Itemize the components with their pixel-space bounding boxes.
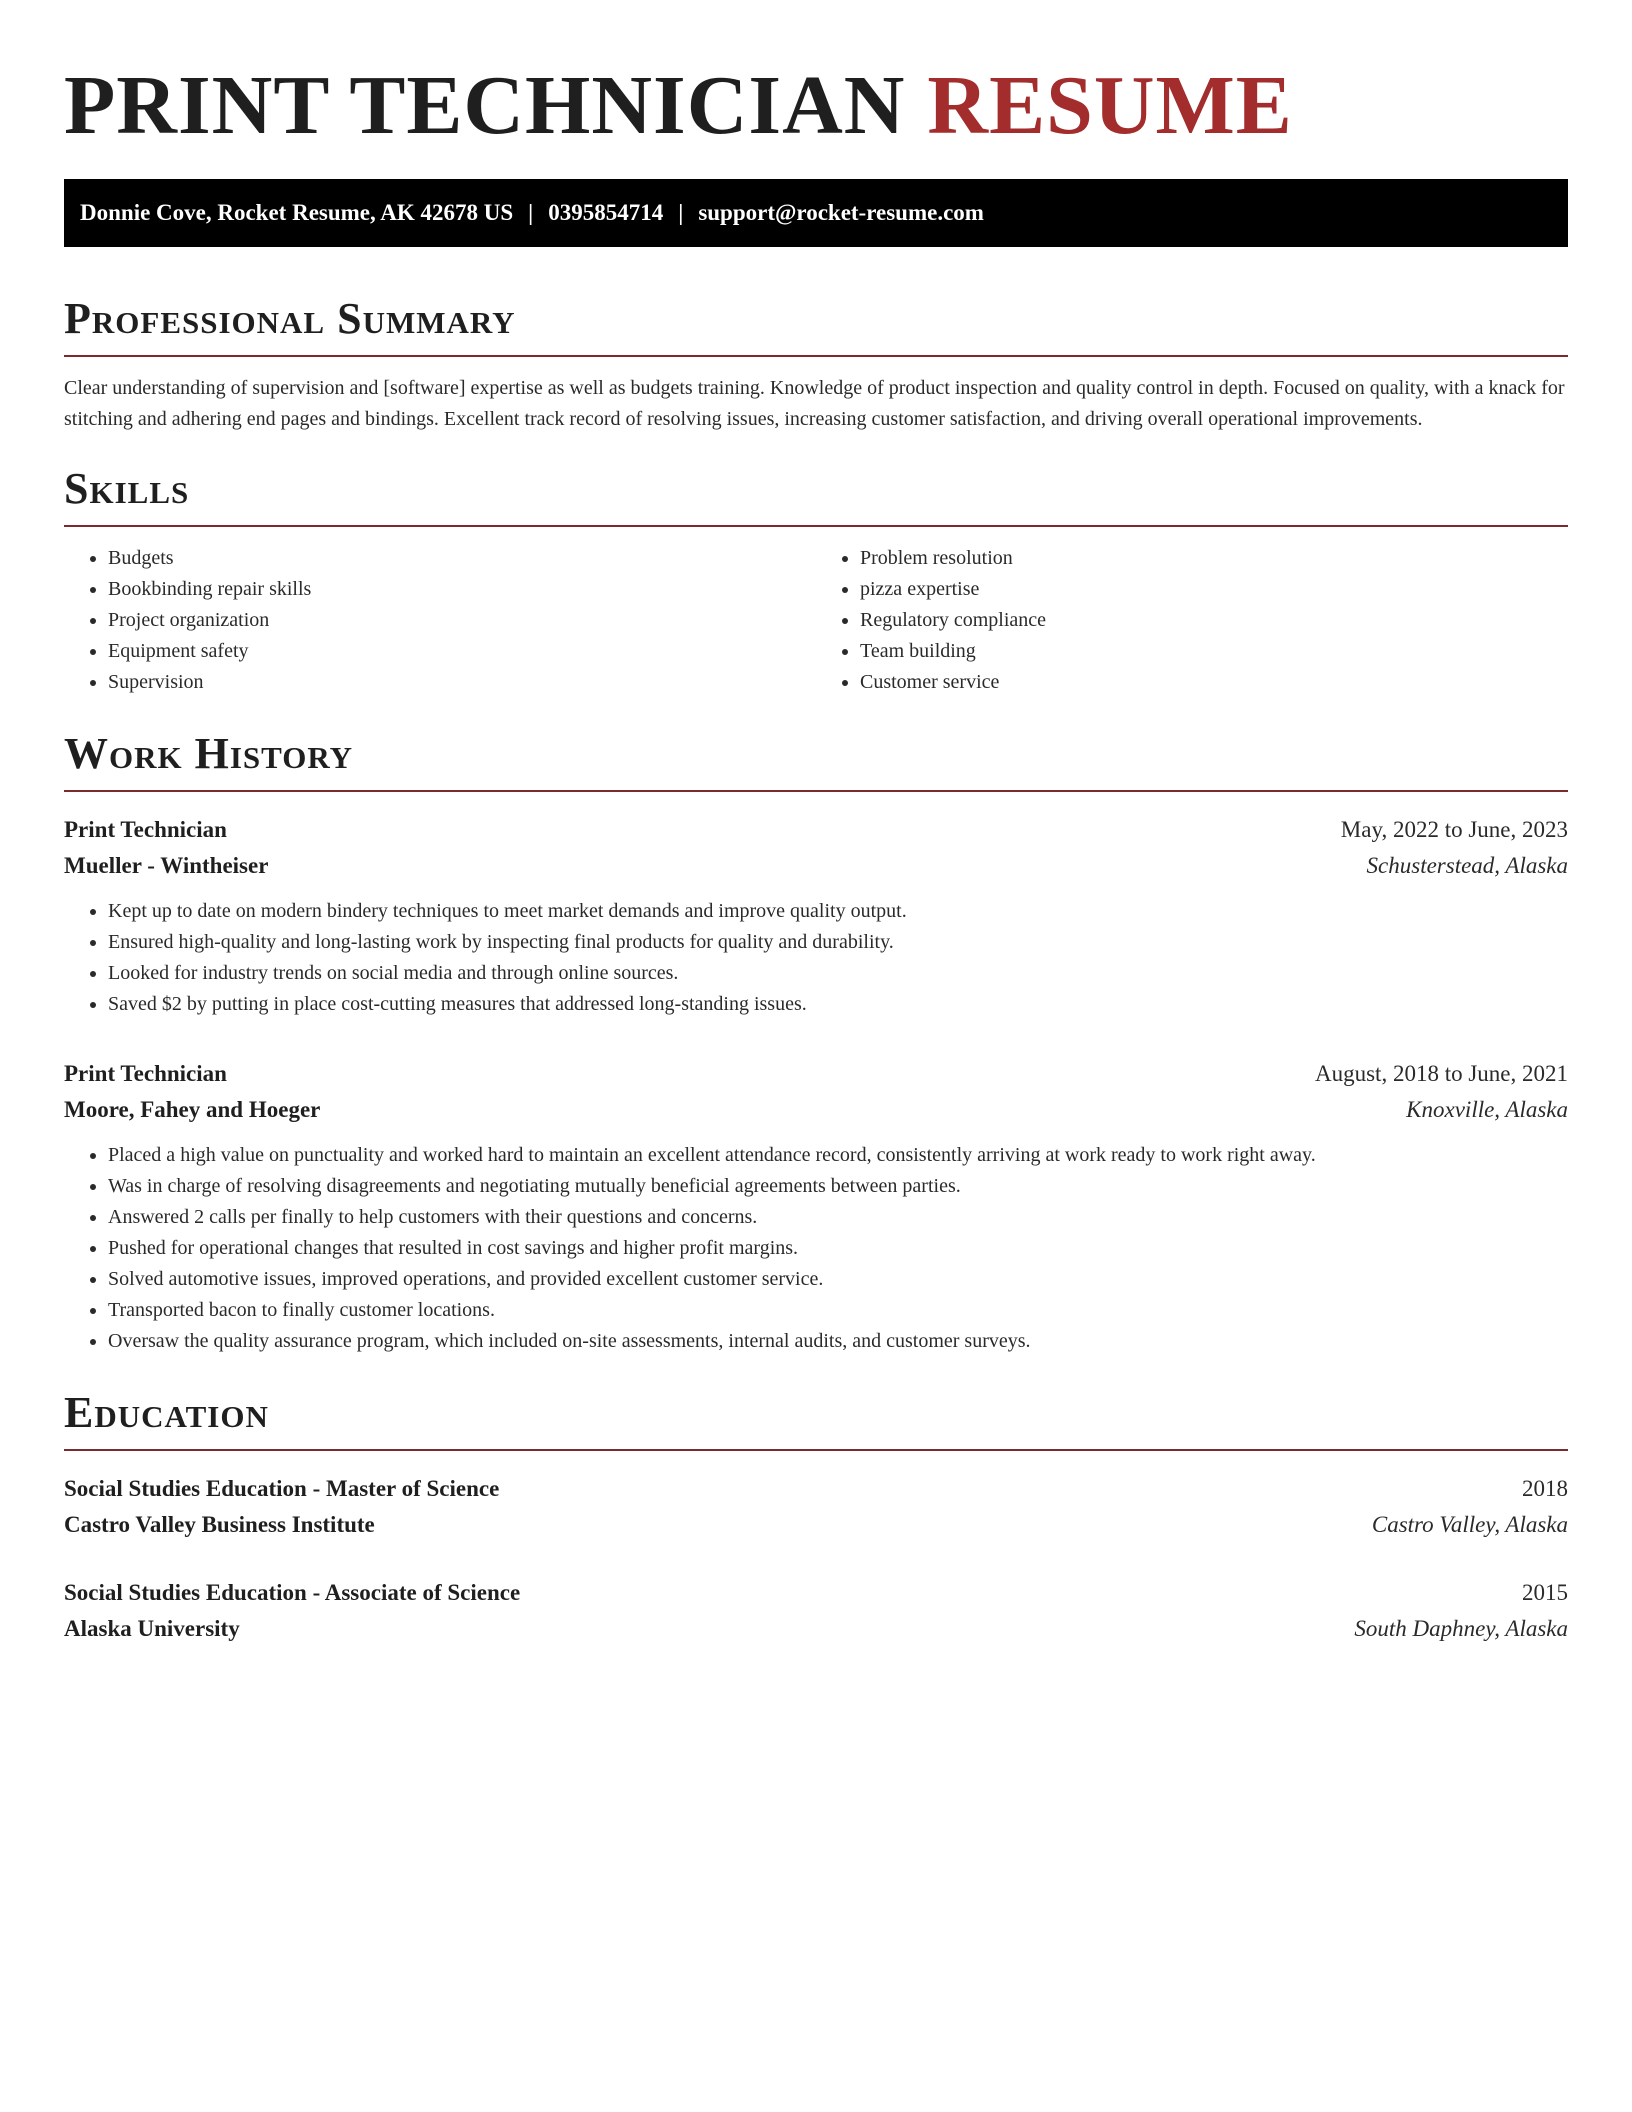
skills-section	[64, 463, 1568, 698]
resume-title	[64, 58, 1568, 155]
job-bullet: • Oversaw the quality assurance program, which included on-site assessments, internal audits, and customer surveys.	[108, 1326, 1568, 1357]
skill-item: • Team building	[860, 636, 1568, 667]
work-history-heading: Work History	[64, 732, 1568, 792]
job-header-row	[64, 1056, 1568, 1092]
skill-item: • Budgets	[108, 543, 816, 574]
job-bullets	[64, 1140, 1568, 1357]
contact-bar	[64, 179, 1568, 247]
job-dates: August, 2018 to June, 2021	[1315, 1060, 1568, 1086]
education-heading: Education	[64, 1391, 1568, 1451]
job-header-row	[64, 812, 1568, 848]
education-school: Alaska University	[64, 1615, 240, 1641]
skills-grid	[64, 543, 1568, 698]
skills-heading: Skills	[64, 467, 1568, 527]
education-degree: Social Studies Education - Associate of Science	[64, 1579, 521, 1605]
job-company-row	[64, 1092, 1568, 1128]
job-bullet: • Solved automotive issues, improved operations, and provided excellent customer service.	[108, 1264, 1568, 1295]
skill-item: • Bookbinding repair skills	[108, 574, 816, 605]
contact-email: support@rocket-resume.com	[698, 199, 984, 225]
education-degree: Social Studies Education - Master of Science	[64, 1475, 500, 1501]
job-bullet: • Pushed for operational changes that resulted in cost savings and higher profit margins.	[108, 1233, 1568, 1264]
education-degree-row	[64, 1575, 1568, 1611]
job-bullet: • Placed a high value on punctuality and worked hard to maintain an excellent attendance record, consistently arriving at work ready to work right away.	[108, 1140, 1568, 1171]
education-year: 2018	[1522, 1475, 1568, 1501]
skill-item: • Regulatory compliance	[860, 605, 1568, 636]
education-degree-row	[64, 1471, 1568, 1507]
education-entry	[64, 1575, 1568, 1647]
title-main: PRINT TECHNICIAN	[64, 59, 906, 152]
skill-item: • Problem resolution	[860, 543, 1568, 574]
resume-page	[64, 0, 1568, 1647]
skills-list-left	[64, 543, 816, 698]
education-school: Castro Valley Business Institute	[64, 1511, 375, 1537]
skill-item: • pizza expertise	[860, 574, 1568, 605]
education-section	[64, 1387, 1568, 1647]
summary-text: Clear understanding of supervision and [software] expertise as well as budgets training. Knowledge of product inspection and quality control in depth. Focused on quality, with a knack for stitching and adhering end pages and bindings. Excellent track record of resolving issues, increasing customer satisfaction, and driving overall operational improvements.	[64, 376, 1565, 430]
job-bullet: • Saved $2 by putting in place cost-cutting measures that addressed long-standing issues.	[108, 989, 1568, 1020]
job-location: Knoxville, Alaska	[1406, 1096, 1568, 1122]
job-bullet: • Looked for industry trends on social media and through online sources.	[108, 958, 1568, 989]
job-entry	[64, 1056, 1568, 1357]
job-title: Print Technician	[64, 1060, 227, 1086]
job-dates: May, 2022 to June, 2023	[1340, 816, 1568, 842]
job-bullet: • Was in charge of resolving disagreements and negotiating mutually beneficial agreements between parties.	[108, 1171, 1568, 1202]
job-location: Schusterstead, Alaska	[1366, 852, 1568, 878]
contact-phone: 0395854714	[548, 199, 664, 225]
skills-list-right	[816, 543, 1568, 698]
education-location: Castro Valley, Alaska	[1371, 1511, 1568, 1537]
education-location: South Daphney, Alaska	[1354, 1615, 1568, 1641]
job-bullet: • Ensured high-quality and long-lasting work by inspecting final products for quality and durability.	[108, 927, 1568, 958]
contact-separator: |	[528, 199, 534, 225]
contact-address: Donnie Cove, Rocket Resume, AK 42678 US	[80, 199, 514, 225]
education-school-row	[64, 1507, 1568, 1543]
job-bullet: • Answered 2 calls per finally to help customers with their questions and concerns.	[108, 1202, 1568, 1233]
skill-item: • Customer service	[860, 667, 1568, 698]
skill-item: • Supervision	[108, 667, 816, 698]
job-bullets	[64, 896, 1568, 1020]
job-bullet: • Transported bacon to finally customer locations.	[108, 1295, 1568, 1326]
education-year: 2015	[1522, 1579, 1568, 1605]
education-school-row	[64, 1611, 1568, 1647]
job-company-row	[64, 848, 1568, 884]
skill-item: • Project organization	[108, 605, 816, 636]
summary-section	[64, 293, 1568, 435]
summary-heading: Professional Summary	[64, 297, 1568, 357]
job-entry	[64, 812, 1568, 1020]
title-accent: RESUME	[927, 59, 1293, 152]
skill-item: • Equipment safety	[108, 636, 816, 667]
job-company: Moore, Fahey and Hoeger	[64, 1096, 321, 1122]
job-title: Print Technician	[64, 816, 227, 842]
job-company: Mueller - Wintheiser	[64, 852, 269, 878]
job-bullet: • Kept up to date on modern bindery techniques to meet market demands and improve quality output.	[108, 896, 1568, 927]
education-entry	[64, 1471, 1568, 1543]
contact-separator: |	[678, 199, 684, 225]
work-history-section	[64, 728, 1568, 1357]
